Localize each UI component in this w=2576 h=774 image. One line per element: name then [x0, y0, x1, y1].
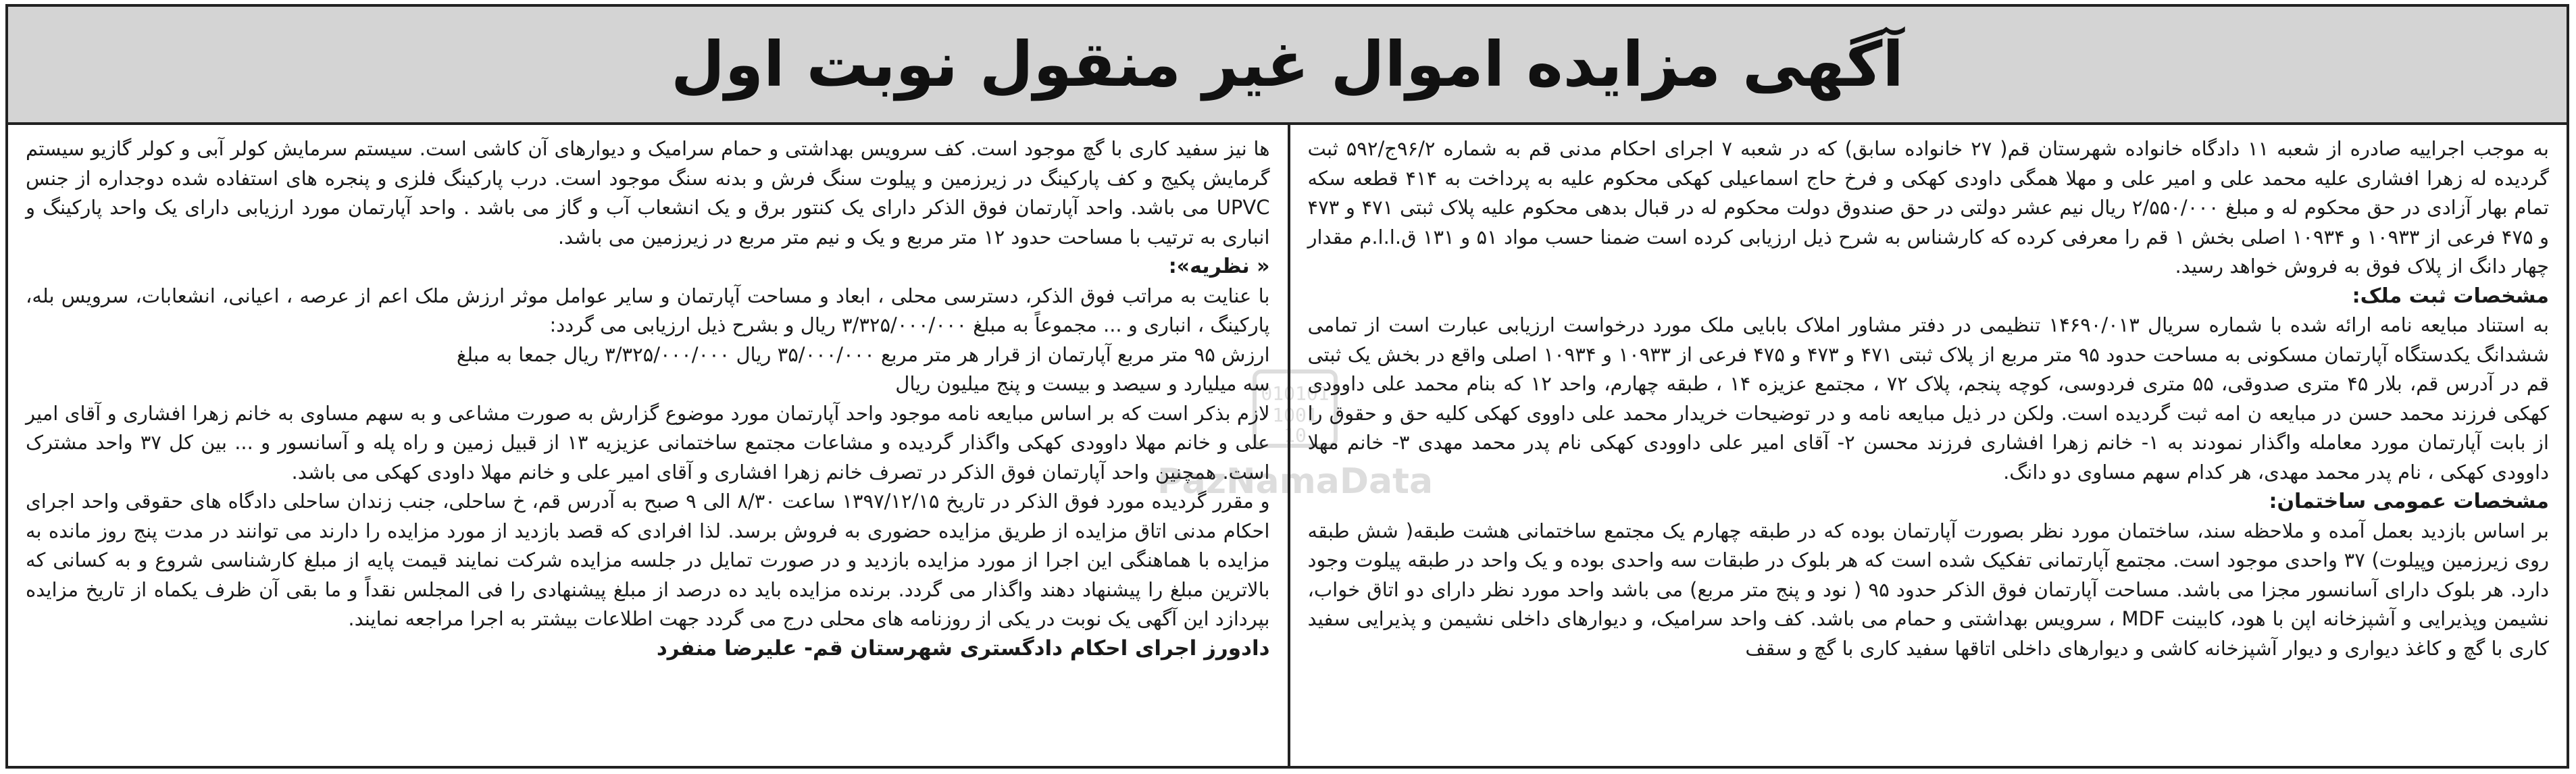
- registry-paragraph: به استناد مبایعه نامه ارائه شده با شماره سریال ۱۴۶۹۰/۰۱۳ تنظیمی در دفتر مشاور املاک بابایی ملک مورد درخواست ارزیابی عبارت است از تمامی ششدانگ یکدستگاه آپارتمان مسکونی به مساحت حدود ۹۵ متر مربع از پلاک ثبتی ۴۷۱ و ۴۷۳ و ۴۷۵ فرعی از ۱۰۹۳۳ و ۱۰۹۳۴ اصلی واقع در بخش یک ثبتی قم در آدرس قم، بلار ۴۵ متری صدوقی، ۵۵ متری فردوسی، کوچه پنجم، پلاک ۷۲ ، مجتمع عزیزه ۱۴ ، طبقه چهارم، واحد ۱۲ که بنام محمد علی داوودی کهکی فرزند محمد حسن در مبایعه ن امه ثبت گردیده است. ولکن در ذیل مبایعه نامه و در توضیحات خریدار محمد علی داووی کهکی کلیه حق و حقوق را از بابت آپارتمان مورد معامله واگذار نمودند به ۱- خانم زهرا افشاری فرزند محسن ۲- آقای امیر علی داوودی کهکی نام پدر محمد مهدی ۳- خانم مهلا داوودی کهکی ، نام پدر محمد مهدی، هر کدام سهم مساوی دو دانگ.: [1307, 313, 2550, 484]
- signature-line: دادورز اجرای احکام دادگستری شهرستان قم- علیرضا منفرد: [656, 636, 1270, 661]
- general-heading: مشخصات عمومی ساختمان:: [2269, 490, 2549, 513]
- announcement-header: [8, 7, 2567, 125]
- continuation-paragraph: ها نیز سفید کاری با گچ موجود است. کف سرویس بهداشتی و حمام سرامیک و دیوارهای آن کاشی است. سیستم سرمایش کولر آبی و کولر گازیو سیستم گرمایش پکیج و کف پارکینگ در زیرزمین و پیلوت سنگ فرش و بدنه سنگ موجود است. درب پارکینگ فلزی و پنجره های استفاده شده دوجداره از جنس UPVC می باشد. واحد آپارتمان فوق الذکر دارای یک کنتور برق و یک انشعاب آب و گاز می باشد . واحد آپارتمان مورد ارزیابی دارای یک واحد پارکینگ و انباری به ترتیب با مساحت حدود ۱۲ متر مربع و یک و نیم متر مربع در زیرزمین می باشد.: [26, 137, 1270, 249]
- watermark-text: PazNamaData: [1157, 461, 1434, 502]
- note-paragraph: لازم بذکر است که بر اساس مبایعه نامه موجود واحد آپارتمان مورد موضوع گزارش به صورت مشاعی و به سهم مساوی به خانم زهرا افشاری و آقای امیر علی و خانم مهلا داوودی کهکی واگذار گردیده و مشاعات مجتمع ساختمانی عزیزیه ۱۳ از قبیل زمین و راه پله و آسانسور و ... بین کل ۳۷ واحد مشترک است. همچنین واحد آپارتمان فوق الذکر در تصرف خانم زهرا افشاری و آقای امیر علی و خانم مهلا داودی کهکی می باشد.: [26, 401, 1270, 484]
- right-column: [1288, 125, 2567, 769]
- svg-text:010101: 010101: [1261, 382, 1330, 405]
- registry-heading: مشخصات ثبت ملک:: [2352, 284, 2549, 308]
- announcement-body: [8, 125, 2567, 769]
- svg-text:10: 10: [1284, 424, 1307, 446]
- auction-paragraph: و مقرر گردیده مورد فوق الذکر در تاریخ ۱۳۹۷/۱۲/۱۵ ساعت ۸/۳۰ الی ۹ صبح به آدرس قم، خ ساحلی، جنب زندان ساحلی دادگاه های حقوقی واحد اجرای احکام مدنی اتاق مزایده از طریق مزایده حضوری به فروش برسد. لذا افرادی که قصد بازدید از مورد مزایده را دارند می توانند در مدت پنج روز مانده به مزایده با هماهنگی این اجرا از مورد مزایده بازدید و در صورت تمایل در جلسه مزایده شرکت نمایند قیمت پایه از مبلغ کارشناسی شروع و به کسانی که بالاترین مبلغ را پیشنهاد دهند واگذار می گردد. برنده مزایده باید ده درصد از مبلغ پیشنهادی را فی المجلس نقداً و ما بقی آن ظرف یکماه از تاریخ مزایده بپردازد این آگهی یک نوبت در یکی از روزنامه های محلی درج می گردد جهت اطلاعات بیشتر به اجرا مراجعه نمایند.: [26, 490, 1270, 630]
- announcement-title: آگهی مزایده اموال غیر منقول نوبت اول: [671, 28, 1904, 101]
- valuation-words: سه میلیارد و سیصد و بیست و پنج میلیون ریال: [895, 372, 1270, 395]
- svg-text:1001: 1001: [1272, 404, 1318, 426]
- general-paragraph: بر اساس بازدید بعمل آمده و ملاحظه سند، ساختمان مورد نظر بصورت آپارتمان بوده که در طبقه چهارم یک مجتمع ساختمانی هشت طبقه( شش طبقه روی زیرزمین وپیلوت) ۳۷ واحدی موجود است. مجتمع آپارتمانی تفکیک شده است که هر بلوک در طبقات سه واحدی بوده و یک واحد در طبقه پیلوت وجود دارد. هر بلوک دارای آسانسور مجزا می باشد. مساحت آپارتمان فوق الذکر حدود ۹۵ ( نود و پنج متر مربع) می باشد واحد مورد نظر دارای دو اتاق خواب، نشیمن وپذیرایی و آشپزخانه اپن با هود، کابینت MDF ، سرویس بهداشتی و حمام می باشد. کف واحد سرامیک، و دیوارهای داخلی نشیمن و پذیرایی سفید کاری با گچ و کاغذ دیواری و دیوار آشپزخانه کاشی و دیوارهای داخلی اتاقها سفید کاری با گچ و سقف: [1307, 519, 2550, 660]
- opinion-heading: « نظریه»:: [1168, 255, 1270, 278]
- intro-paragraph: به موجب اجراییه صادره از شعبه ۱۱ دادگاه خانواده شهرستان قم( ۲۷ خانواده سابق) که در شعبه ۷ اجرای احکام مدنی قم به شماره ۹۶/۲ج/۵۹۲ ثبت گردیده له زهرا افشاری علیه محمد علی و امیر علی و مهلا همگی داودی کهکی و فرخ حاج اسماعیلی کهکی محکوم علیه به پرداخت به ۴۱۴ قطعه سکه تمام بهار آزادی در حق محکوم له و مبلغ ۲/۵۵۰/۰۰۰ ریال نیم عشر دولتی در حق صندوق دولت محکوم له در قبال بدهی محکوم علیه پلاک ثبتی ۴۷۱ و ۴۷۳ و ۴۷۵ فرعی از ۱۰۹۳۳ و ۱۰۹۳۴ اصلی بخش ۱ قم را معرفی کرده که کارشناس به شرح ذیل ارزیابی کرده است ضمنا حسب مواد ۵۱ و ۱۳۱ ق.ا.ا.م مقدار چهار دانگ از پلاک فوق به فروش خواهد رسید.: [1307, 137, 2550, 278]
- left-column: [8, 125, 1288, 769]
- announcement-frame: [5, 4, 2569, 769]
- opinion-paragraph: با عنایت به مراتب فوق الذکر، دسترسی محلی ، ابعاد و مساحت آپارتمان و سایر عوامل موثر ارزش ملک اعم از عرصه ، اعیانی، انشعابات، سرویس بله، پارکینگ ، انباری و ... مجموعاً به مبلغ ۳/۳۲۵/۰۰۰/۰۰۰ ریال و بشرح ذیل ارزیابی می گردد:: [26, 284, 1270, 336]
- valuation-line: ارزش ۹۵ متر مربع آپارتمان از قرار هر متر مربع ۳۵/۰۰۰/۰۰۰ ریال ۳/۳۲۵/۰۰۰/۰۰۰ ریال جمعا به مبلغ: [456, 342, 1270, 366]
